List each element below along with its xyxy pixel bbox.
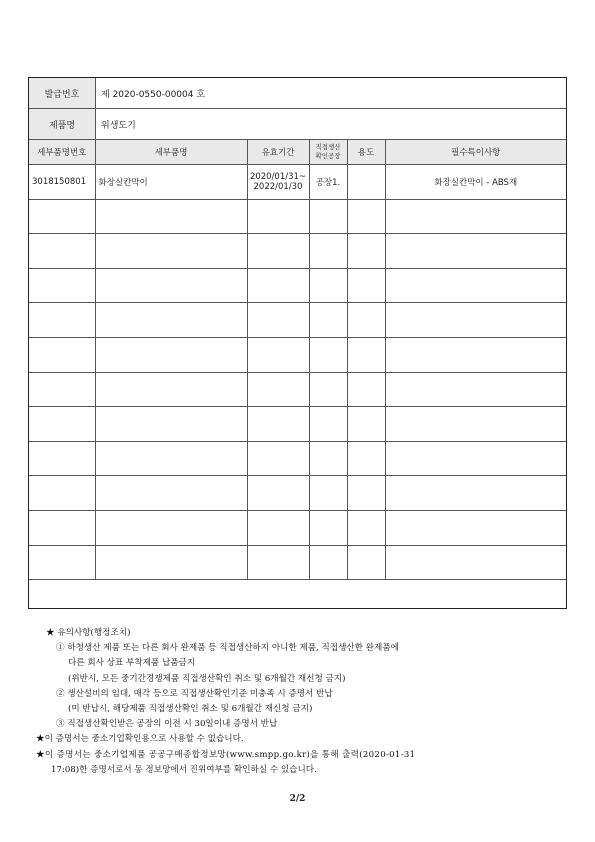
column-header: 직접생산 확인공장	[309, 140, 347, 165]
table-cell	[385, 510, 566, 545]
table-cell	[29, 337, 95, 372]
table-cell	[95, 337, 247, 372]
table-cell	[309, 268, 347, 303]
table-row	[29, 545, 566, 580]
table-cell	[95, 407, 247, 442]
table-cell	[29, 476, 95, 511]
table-cell	[385, 303, 566, 338]
table-cell	[29, 199, 95, 234]
note-item-2-penalty: (미 반납시, 해당제품 직접생산확인 취소 및 6개월간 재신청 금지)	[68, 704, 313, 715]
table-cell	[95, 234, 247, 269]
table-cell	[95, 545, 247, 580]
page-number: 2/2	[289, 794, 306, 804]
table-cell	[385, 199, 566, 234]
table-cell	[247, 441, 309, 476]
table-cell	[95, 303, 247, 338]
column-header: 용도	[347, 140, 385, 165]
table-cell	[309, 441, 347, 476]
column-header: 유효기간	[247, 140, 309, 165]
table-cell	[29, 510, 95, 545]
table-row	[29, 476, 566, 511]
table-cell	[247, 372, 309, 407]
notice-not-for-sme: ★이 증명서는 중소기업확인용으로 사용할 수 없습니다.	[36, 734, 244, 745]
table-cell	[347, 303, 385, 338]
table-cell	[347, 372, 385, 407]
table-cell	[309, 303, 347, 338]
table-cell	[29, 303, 95, 338]
table-cell	[247, 268, 309, 303]
table-cell: 화장실칸막이	[95, 165, 247, 200]
table-cell	[347, 441, 385, 476]
table-row	[29, 165, 566, 200]
note-item-1-continued: 다른 회사 상표 부착제품 납품금지	[68, 658, 196, 669]
table-cell	[347, 510, 385, 545]
issue-number-label: 발급번호	[29, 78, 96, 108]
table-cell	[95, 476, 247, 511]
table-cell	[309, 372, 347, 407]
table-cell	[247, 199, 309, 234]
table-cell	[95, 372, 247, 407]
table-cell	[29, 372, 95, 407]
table-cell	[347, 407, 385, 442]
table-cell	[385, 476, 566, 511]
table-cell	[29, 407, 95, 442]
table-cell	[309, 510, 347, 545]
detail-table-header	[29, 140, 566, 165]
note-item-3: ③ 직접생산확인받은 공장의 이전 시 30일이내 증명서 반납	[56, 719, 278, 730]
note-item-1-penalty: (위반시, 모든 중기간경쟁제품 직접생산확인 취소 및 6개월간 재신청 금지)	[68, 673, 346, 684]
table-cell	[247, 510, 309, 545]
table-cell	[385, 372, 566, 407]
table-cell	[347, 268, 385, 303]
table-cell	[247, 303, 309, 338]
table-cell	[29, 545, 95, 580]
table-cell	[347, 476, 385, 511]
table-cell	[309, 234, 347, 269]
table-row	[29, 407, 566, 442]
table-cell	[347, 165, 385, 200]
issue-number-value: 제 2020-0550-00004 호	[101, 89, 206, 100]
notes-title: ★ 유의사항(행정조치)	[46, 628, 131, 638]
table-cell	[247, 337, 309, 372]
table-cell	[347, 234, 385, 269]
table-cell	[309, 476, 347, 511]
notice-verification: ★이 증명서는 중소기업제품 공공구매종합정보망(www.smpp.go.kr)을 통해 출력(2020-01-31	[36, 749, 416, 760]
table-cell	[309, 199, 347, 234]
table-row	[29, 268, 566, 303]
table-cell	[347, 545, 385, 580]
notes-section	[36, 626, 566, 778]
table-row	[29, 234, 566, 269]
table-cell	[95, 441, 247, 476]
table-row	[29, 337, 566, 372]
column-header: 필수특이사항	[385, 140, 566, 165]
table-row	[29, 372, 566, 407]
table-cell	[95, 510, 247, 545]
detail-table	[29, 140, 566, 580]
table-cell: 3018150801	[29, 165, 95, 200]
issue-number-row	[29, 78, 566, 109]
table-row	[29, 199, 566, 234]
notice-verification-continued: 17:08)한 증명서로서 동 정보망에서 진위여부를 확인하실 수 있습니다.	[51, 764, 317, 775]
table-cell	[385, 407, 566, 442]
table-row	[29, 510, 566, 545]
table-cell	[385, 234, 566, 269]
table-cell	[95, 199, 247, 234]
column-header: 세부품명번호	[29, 140, 95, 165]
table-cell	[247, 407, 309, 442]
note-item-1: ① 하청생산 제품 또는 다른 회사 완제품 등 직접생산하지 아니한 제품, 직접생산한 완제품에	[56, 643, 399, 654]
note-item-2: ② 생산설비의 임대, 매각 등으로 직접생산확인기준 미충족 시 증명서 반납	[56, 688, 333, 699]
table-cell	[95, 268, 247, 303]
table-cell	[385, 545, 566, 580]
table-cell	[385, 268, 566, 303]
table-cell	[29, 441, 95, 476]
product-name-value: 위생도기	[101, 120, 136, 131]
table-cell	[309, 545, 347, 580]
table-cell: 화장실칸막이 - ABS재	[385, 165, 566, 200]
table-cell	[247, 234, 309, 269]
table-cell	[29, 234, 95, 269]
table-row	[29, 303, 566, 338]
table-cell	[247, 545, 309, 580]
table-cell	[385, 337, 566, 372]
column-header: 세부품명	[95, 140, 247, 165]
table-cell	[347, 337, 385, 372]
table-cell	[347, 199, 385, 234]
table-cell	[309, 407, 347, 442]
table-row	[29, 441, 566, 476]
table-cell: 공장1.	[309, 165, 347, 200]
product-name-label: 제품명	[29, 109, 96, 139]
certificate-table-frame	[28, 77, 567, 609]
table-cell: 2020/01/31~ 2022/01/30	[247, 165, 309, 200]
table-cell	[247, 476, 309, 511]
table-cell	[385, 441, 566, 476]
table-cell	[309, 337, 347, 372]
table-cell	[29, 268, 95, 303]
product-name-row	[29, 109, 566, 140]
